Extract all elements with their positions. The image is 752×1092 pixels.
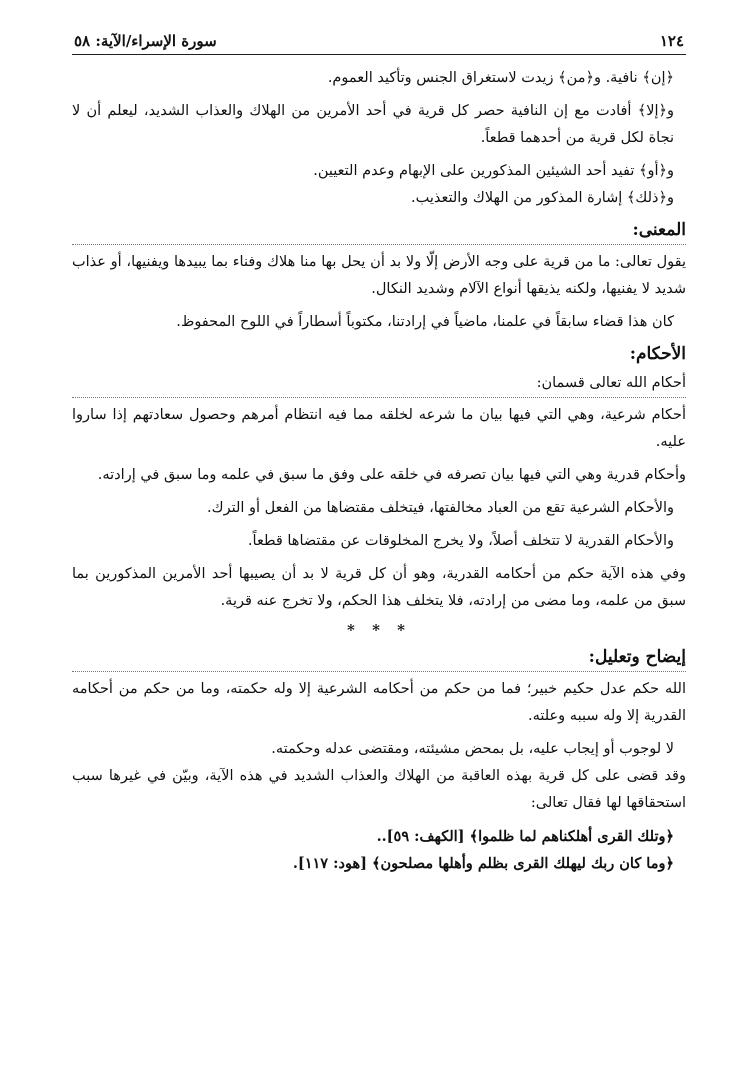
section-heading-explanation: إيضاح وتعليل: [72, 643, 686, 672]
meaning-paragraph: كان هذا قضاء سابقاً في علمنا، ماضياً في إرادتنا، مكتوباً أسطاراً في اللوح المحفوظ. [176, 314, 674, 330]
paragraph-illa: و﴿إلا﴾ أفادت مع إن النافية حصر كل قرية في أحد الأمرين من الهلاك والعذاب الشديد، ليعلم أن لا نجاة لكل قرية من أحدهما قطعاً. [72, 103, 674, 146]
quran-verse: ﴿وما كان ربك ليهلك القرى بظلم وأهلها مصلحون﴾ [هود: ١١٧]. [292, 855, 674, 872]
explanation-paragraph: وقد قضى على كل قرية بهذه العاقبة من الهلاك والعذاب الشديد في هذه الآية، وبيّن في غيرها سبب استحقاقها لها فقال تعالى: [72, 768, 686, 811]
rulings-intro: أحكام الله تعالى قسمان: [72, 370, 686, 398]
meaning-paragraph: يقول تعالى: ما من قرية على وجه الأرض إلّا ولا بد أن يحل بها منا هلاك وفناء بما يبيدها ويفنيها، أو عذاب شديد لا يفنيها، ولكنه يذيقها أنواع الآلام وشديد النكال. [72, 254, 686, 297]
explanation-paragraph: لا لوجوب أو إيجاب عليه، بل بمحض مشيئته، ومقتضى عدله وحكمته. [271, 741, 674, 757]
section-heading-rulings: الأحكام: [629, 344, 686, 364]
quran-verse: ﴿وتلك القرى أهلكناهم لما ظلموا﴾ [الكهف: ٥٩].. [376, 828, 674, 845]
paragraph-in: ﴿إن﴾ نافية. و﴿من﴾ زيدت لاستغراق الجنس وتأكيد العموم. [327, 70, 674, 86]
rulings-paragraph: أحكام شرعية، وهي التي فيها بيان ما شرعه لخلقه مما فيه انتظام أمرهم وحصول سعادتهم إذا ساروا عليه. [72, 407, 686, 450]
rulings-paragraph: والأحكام الشرعية تقع من العباد مخالفتها، فيتخلف مقتضاها من الفعل أو الترك. [207, 500, 674, 516]
rulings-paragraph: وفي هذه الآية حكم من أحكامه القدرية، وهو أن كل قرية لا بد أن يصيبها أحد الأمرين المذكورين بما سبق من علمه، وما مضى من إرادته، فلا يتخلف هذا الحكم، ولا تخرج عنه قرية. [72, 566, 686, 609]
page-header [72, 32, 686, 55]
page-number: ١٢٤ [659, 32, 684, 50]
section-heading-meaning: المعنى: [72, 216, 686, 245]
explanation-paragraph: الله حكم عدل حكيم خبير؛ فما من حكم من أحكامه الشرعية إلا وله حكمته، وما من حكم من أحكامه القدرية إلا وله سببه وعلته. [72, 681, 686, 724]
rulings-paragraph: والأحكام القدرية لا تتخلف أصلاً، ولا يخرج المخلوقات عن مقتضاها قطعاً. [247, 533, 674, 549]
section-separator: * * * [347, 621, 411, 639]
paragraph-aw: و﴿أو﴾ تفيد أحد الشيئين المذكورين على الإبهام وعدم التعيين. [313, 163, 674, 179]
rulings-paragraph: وأحكام قدرية وهي التي فيها بيان تصرفه في خلقه على وفق ما سبق في علمه وما سبق في إرادته. [97, 467, 686, 483]
running-title: سورة الإسراء/الآية: ٥٨ [74, 32, 217, 50]
paragraph-dhalik: و﴿ذلك﴾ إشارة المذكور من الهلاك والتعذيب. [410, 190, 674, 206]
